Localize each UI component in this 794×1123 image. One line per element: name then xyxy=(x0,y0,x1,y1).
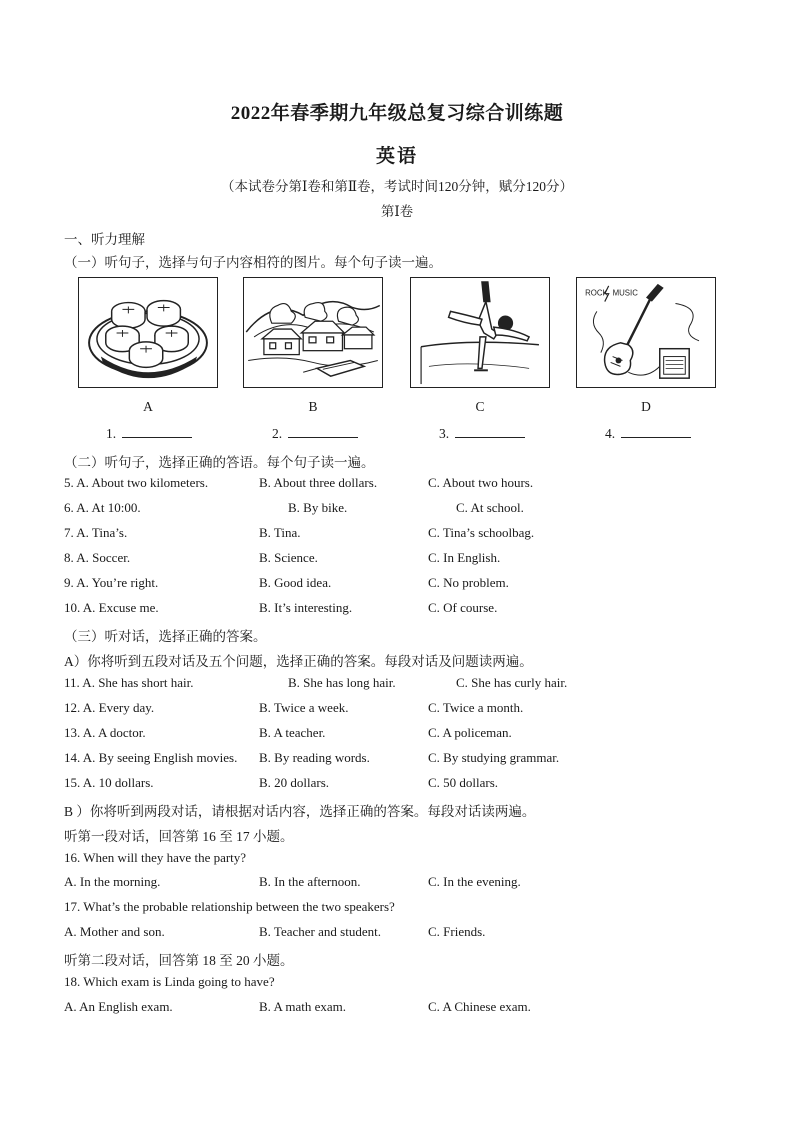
question-row: 12. A. Every day. B. Twice a week. C. Twice a month. xyxy=(64,700,524,715)
question-16: 16. When will they have the party? xyxy=(64,850,247,865)
picture-c xyxy=(410,277,550,388)
question-17: 17. What’s the probable relationship between the two speakers? xyxy=(64,899,395,914)
part3-instruction: （三）听对话，选择正确的答案。 xyxy=(64,629,267,644)
dialog-2-instruction: 听第二段对话，回答第 18 至 20 小题。 xyxy=(64,953,294,968)
exam-subject: 英语 xyxy=(375,146,418,167)
part2-instruction: （二）听句子，选择正确的答语。每个句子读一遍。 xyxy=(64,455,375,470)
picture-d-caption: ROCK xyxy=(585,288,608,298)
question-row: 5. A. About two kilometers. B. About three dollars. C. About two hours. xyxy=(64,475,534,490)
blank-line[interactable] xyxy=(455,425,525,438)
mooncake-icon xyxy=(79,278,217,387)
skater-icon xyxy=(411,278,549,387)
part3-sub-a: A）你将听到五段对话及五个问题，选择正确的答案。每段对话及问题读两遍。 xyxy=(64,654,533,669)
village-icon xyxy=(244,278,382,387)
question-row: 8. A. Soccer. B. Science. C. In English. xyxy=(64,550,501,565)
question-row: 14. A. By seeing English movies. B. By reading words. C. By studying grammar. xyxy=(64,750,560,765)
blank-line[interactable] xyxy=(122,425,192,438)
answer-blank-2[interactable]: 2. xyxy=(272,425,358,442)
dialog-1-instruction: 听第一段对话，回答第 16 至 17 小题。 xyxy=(64,829,294,844)
question-row: 7. A. Tina’s. B. Tina. C. Tina’s schoolbag. xyxy=(64,525,535,540)
question-row: 13. A. A doctor. B. A teacher. C. A policeman. xyxy=(64,725,512,740)
answer-blank-4[interactable]: 4. xyxy=(605,425,691,442)
picture-b xyxy=(243,277,383,388)
exam-note: （本试卷分第Ⅰ卷和第Ⅱ卷，考试时间120分钟，赋分120分） xyxy=(220,179,573,194)
picture-label-c: C xyxy=(475,399,485,414)
picture-d xyxy=(576,277,716,388)
question-row: 11. A. She has short hair. B. She has long hair. C. She has curly hair. xyxy=(64,675,568,690)
blank-line[interactable] xyxy=(288,425,358,438)
question-row: A. Mother and son. B. Teacher and student. C. Friends. xyxy=(64,924,486,939)
svg-text:MUSIC: MUSIC xyxy=(612,288,638,298)
answer-blank-3[interactable]: 3. xyxy=(439,425,525,442)
question-row: 15. A. 10 dollars. B. 20 dollars. C. 50 dollars. xyxy=(64,775,499,790)
answer-blank-1[interactable]: 1. xyxy=(106,425,192,442)
picture-label-d: D xyxy=(641,399,651,414)
part3-sub-b: B ）你将听到两段对话，请根据对话内容，选择正确的答案。每段对话读两遍。 xyxy=(64,804,536,819)
section-heading: 一、听力理解 xyxy=(64,232,145,247)
guitar-icon xyxy=(577,278,715,387)
picture-a xyxy=(78,277,218,388)
exam-title: 2022年春季期九年级总复习综合训练题 xyxy=(230,103,564,124)
question-row: 9. A. You’re right. B. Good idea. C. No problem. xyxy=(64,575,509,590)
question-18: 18. Which exam is Linda going to have? xyxy=(64,974,275,989)
picture-label-b: B xyxy=(308,399,318,414)
picture-label-a: A xyxy=(143,399,153,414)
question-row: A. An English exam. B. A math exam. C. A Chinese exam. xyxy=(64,999,531,1014)
question-row: 6. A. At 10:00. B. By bike. C. At school. xyxy=(64,500,524,515)
question-row: A. In the morning. B. In the afternoon. C. In the evening. xyxy=(64,874,521,889)
question-row: 10. A. Excuse me. B. It’s interesting. C. Of course. xyxy=(64,600,498,615)
part1-instruction: （一）听句子，选择与句子内容相符的图片。每个句子读一遍。 xyxy=(64,255,442,270)
volume-label: 第Ⅰ卷 xyxy=(380,204,414,219)
blank-line[interactable] xyxy=(621,425,691,438)
